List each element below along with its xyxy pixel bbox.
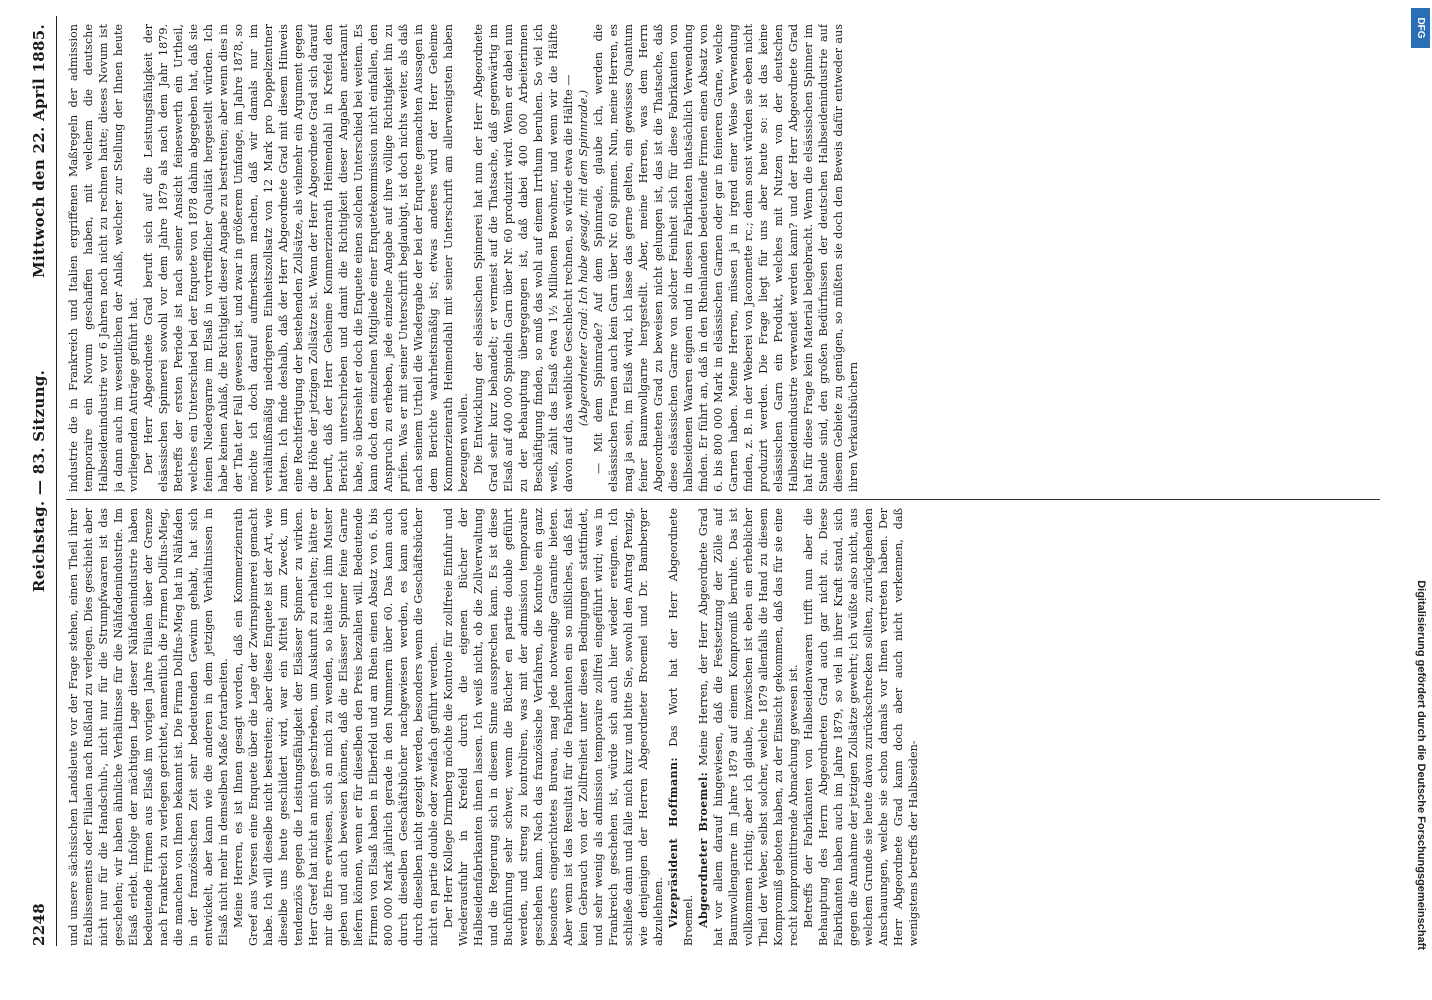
session-title: Reichstag. — 83. Sitzung. — [30, 369, 48, 593]
dfg-logo-icon — [1411, 8, 1430, 48]
paragraph: Der Herr Kollege Dirmberg möchte die Kontrole für zollfreie Einfuhr und Wiederausfuhr in Krefeld durch die eigenen Bücher der Halbseidenfabrikanten ihnen lassen. Ich weiß nicht, ob die Zollverwaltung und die Regierung sich in diesem Sinne aussprechen kann. Es ist diese Buchführung sehr schwer, wenn die Bücher en partie double geführt werden, und streng zu kontroliren, was mit der admission temporaire geschehen kann. Nach das französische Verfahren, die Kontrole ein ganz besonders eingerichtetes Bureau, mag jede notwendige Garantie bieten. Aber wenn ist das Resultat für die Fabrikanten ein so mißliches, daß fast kein Gebrauch von der Zollfreiheit unter diesen Bedingungen stattfindet, und sehr wenig als admission temporaire zollfrei eingeführt wird; was in Frankreich geschehen ist, würde sich auch hier wieder ereignen. Ich schließe dann und falle mich kurz und bitte Sie, sowohl den Antrag Penzig, wie denjenigen der Herren Abgeordneter Broemel und Dr. Bamberger abzulehnen. — [442, 508, 665, 946]
paragraph: Meine Herren, es ist Ihnen gesagt worden, daß ein Kommerzienrath Greef aus Viersen eine Enquete über die Lage der Zwirnspinnerei gemacht habe. Ich will dieselbe nicht bestreiten; aber diese Enquete ist der Art, wie dieselbe uns heute geschildert wird, war ein Mittel zum Zweck, um tendenziös gegen die Leistungsfähigkeit der Elsässer Spinner zu wirken. Herr Greef hat nicht an mich geschrieben, um Auskunft zu erhalten; hätte er mir die Ehre erwiesen, sich an mich zu wenden, so hätte ich ihm Muster geben und auch beweisen können, daß die Elsässer Spinner feine Garne liefern können, wenn er für dieselben den Preis bezahlen will. Bedeutende Firmen von Elsaß haben in Elberfeld und am Rhein einen Absatz von 6. bis 800 000 Mark jährlich gerade in den Nummern über 60. Das kann auch durch dieselben Geschäftsbücher nachgewiesen werden, es kann auch durch dieselben nicht gezeigt werden, besonders wenn die Geschäftsbücher nicht en partie double oder zweifach geführt werden. — [232, 508, 440, 946]
page-header — [30, 16, 56, 946]
paragraph — [666, 508, 696, 946]
digitization-credit-strip — [1409, 0, 1432, 1000]
paragraph — [696, 508, 801, 946]
speaker-name: Vizepräsident Hoffmann: — [666, 757, 680, 928]
column-divider — [66, 499, 1380, 500]
paragraph: — Mit dem Spinnrade? Auf dem Spinnrade, glaube ich, werden die elsässischen Frauen auch kein Garn über Nr. 60 spinnen. Nun, meine Herren, es mag ja sein, im Elsaß wird, ich lasse das gerne gelten, ein gewisses Quantum feiner Baumwollgarne hergestellt. Aber, meine Herren, was dem Herrn Abgeordneten Grad zu beweisen nicht gelungen ist, das ist die Thatsache, daß diese elsässischen Garne von solcher Feinheit sich für diese Fabrikanten von halbseidenen Waaren eignen und in diesen Fabrikaten thatsächlich Verwendung finden. Er führt an, daß in den Rheinlanden bedeutende Firmen einen Absatz von 6. bis 800 000 Mark in elsässischen Garnen oder gar in feineren Garne, welche Garnen haben. Meine Herren, müssen ja in irgend einer Weise Verwendung finden, z. B. in der Weberei von Jaconnette rc.; denn sonst würden sie eben nicht produzirt werden. Die Frage liegt für uns aber heute so: ist das keine elsässischen Garn ein Produkt, welches mit Nutzen von der deutschen Halbseidenindustrie verwendet werden kann? und der Herr Abgeordnete Grad hat für diese Frage kein Material beigebracht. Wenn die elsässischen Spinner im Stande sind, den großen Bedürfnissen der deutschen Halbseidenindustrie auf diesem Gebiete zu genügen, so müßten sie doch den Beweis dafür entweder aus ihren Verkaufsbüchern — [592, 24, 860, 492]
text-column-right — [66, 24, 1380, 492]
speech-text: Meine Herren, der Herr Abgeordnete Grad hat vor allem darauf hingewiesen, daß die Festsetzung der Zölle auf Baumwollengarne im Jahre 1879 auf einem Kompromiß beruhte. Das ist vollkommen richtig; aber ich glaube, inzwischen ist eben ein erheblicher Theil der Weber, selbst solcher, welche 1879 allenfalls die Hand zu diesem Kompromiß geboten haben, zu der Einsicht gekommen, daß das für sie eine recht kompromittirende Abmachung gewesen ist. — [697, 508, 800, 946]
digitization-credit: Digitalisierung gefördert durch die Deutsche Forschungsgemeinschaft — [1415, 580, 1427, 950]
paragraph: Die Entwicklung der elsässischen Spinnerei hat nun der Herr Abgeordnete Grad sehr kurz behandelt; er vermeist auf die Thatsache, daß gegenwärtig im Elsaß auf 400 000 Spindeln Garn über Nr. 60 produzirt wird. Wenn er dabei nun zu der Behauptung übergegangen ist, daß dabei 400 000 Arbeiterinnen Beschäftigung finden, so muß das wohl auf einem Irrthum beruhen. So viel ich weiß, zählt das Elsaß etwa 1½ Millionen Bewohner, und wenn wir die Hälfte davon auf das weibliche Geschlecht rechnen, so würde etwa die Hälfte — — [472, 24, 575, 492]
header-rule — [56, 16, 57, 946]
speaker-name: Abgeordneter Broemel: — [696, 771, 710, 928]
page-number: 2248 — [30, 903, 48, 946]
paragraph: Betreffs der Fabrikanten von Halbseidenwaaren trifft nun aber die Behauptung des Herrn Abgeordneten Grad auch gar nicht zu. Diese Fabrikanten haben auch im Jahre 1879, so viel in ihrer Kraft stand, sich gegen die Annahme der jetzigen Zollsätze gewehrt; ich wüßte also nicht, aus welchem Grunde sie heute davon zurückschrecken sollten, zurückgehenden Anschauungen, welche sie schon damals vor Ihnen vertreten haben. Der Herr Abgeordnete Grad kann doch aber auch nicht verkennen, daß wenigstens betreffs der Halbseiden- — [802, 508, 920, 946]
interjection: (Abgeordneter Grad: Ich habe gesagt, mit dem Spinnrade.) — [577, 89, 590, 427]
speech-text: Das Wort hat der Herr Abgeordnete Broemel. — [667, 508, 695, 946]
paragraph: Der Herr Abgeordnete Grad beruft sich auf die Leistungsfähigkeit der elsässischen Spinnerei sowohl vor dem Jahre 1879 als nach dem Jahr 1879. Betreffs der ersten Periode ist nach seiner Ansicht feineswerth ein Urtheil, welches ein Unterschied bei der Enquete von 1878 dahin abgegeben hat, daß sie feinen Niedergarne im Elsaß in vortrefflicher Qualität hergestellt würden. Ich habe keinen Anlaß, die Richtigkeit dieser Angabe zu bestreiten; aber wenn dies in der That der Fall gewesen ist, und zwar in größerem Umfange, im Jahre 1878, so möchte ich doch darauf aufmerksam machen, daß wir damals nur im verhältnißmäßig niedrigeren Einheitszollsatz von 12 Mark pro Doppelzentner hatten. Ich finde deshalb, daß der Herr Abgeordnete Grad mit diesem Hinweis eine Rechtfertigung der bestehenden Zollsätze, als vielmehr ein Argument gegen die Höhe der jetzigen Zollsätze ist. Wenn der Herr Abgeordnete Grad sich darauf beruft, daß der Herr Geheime Kommerzienrath Heimendahl in Krefeld den Bericht unterschrieben und damit die Richtigkeit dieser Angaben anerkannt habe, so übersieht er doch die Enquete einen solchen Unterschied bei weitem. Es kann doch den einzelnen Mitgliede einer Enquetekommission nicht einfallen, den Anspruch zu erheben, jede einzelne Angabe auf ihre völlige Richtigkeit hin zu prüfen. Was er mit seiner Unterschrift beglaubigt, ist doch nichts weiter, als daß nach seinem Urtheil die Wiedergabe der bei der Enquete gemachten Aussagen in dem Berichte wahrheitsmäßig ist; etwas anderes wird der Herr Geheime Kommerzienrath Heimendahl mit seiner Unterschrift am allerwenigsten haben bezeugen wollen. — [142, 24, 470, 492]
paragraph: industrie die in Frankreich und Italien ergriffenen Maßregeln der admission temporaire ein Novum geschaffen haben, mit welchem die deutsche Halbseidenindustrie vor 6 Jahren noch nicht zu rechnen hatte; dieses Novum ist ja dann auch im wesentlichen der Anlaß, welcher zur Stellung der Ihnen heute vorliegenden Anträge geführt hat. — [67, 24, 140, 492]
session-date: Mittwoch den 22. April 1885. — [30, 24, 48, 278]
dfg-logo-text: DFG — [1415, 17, 1426, 39]
text-column-left — [66, 508, 1380, 946]
paragraph: und unsere sächsischen Landsleute vor der Frage stehen, einen Theil ihrer Etablissements oder Filialen nach Rußland zu verlegen. Dies geschieht aber nicht nur für die Handschuh-, nicht nur für die Strumpfwaaren ist das geschehen; wir haben ähnliche Verhältnisse für die Nähfadenindustrie. Im Elsaß erlebt. Infolge der mächtigen Lage dieser Nähfadenindustrie haben bedeutende Firmen aus Elsaß im vorigen Jahre Filialen über der Grenze nach Frankreich zu verlegen gerichtet, namentlich die Firmen Dollfus-Mieg, die manchen von Ihnen bekannt ist. Die Firma Dollfus-Mieg hat in Nähfaden in der französischen Zeit sehr bedeutenden Gewinn gehabt, hat sich entwickelt, aber kann wie die anderen in dem jetzigen Verhältnissen in Elsaß nicht mehr in demselben Maße fortarbeiten. — [67, 508, 230, 946]
